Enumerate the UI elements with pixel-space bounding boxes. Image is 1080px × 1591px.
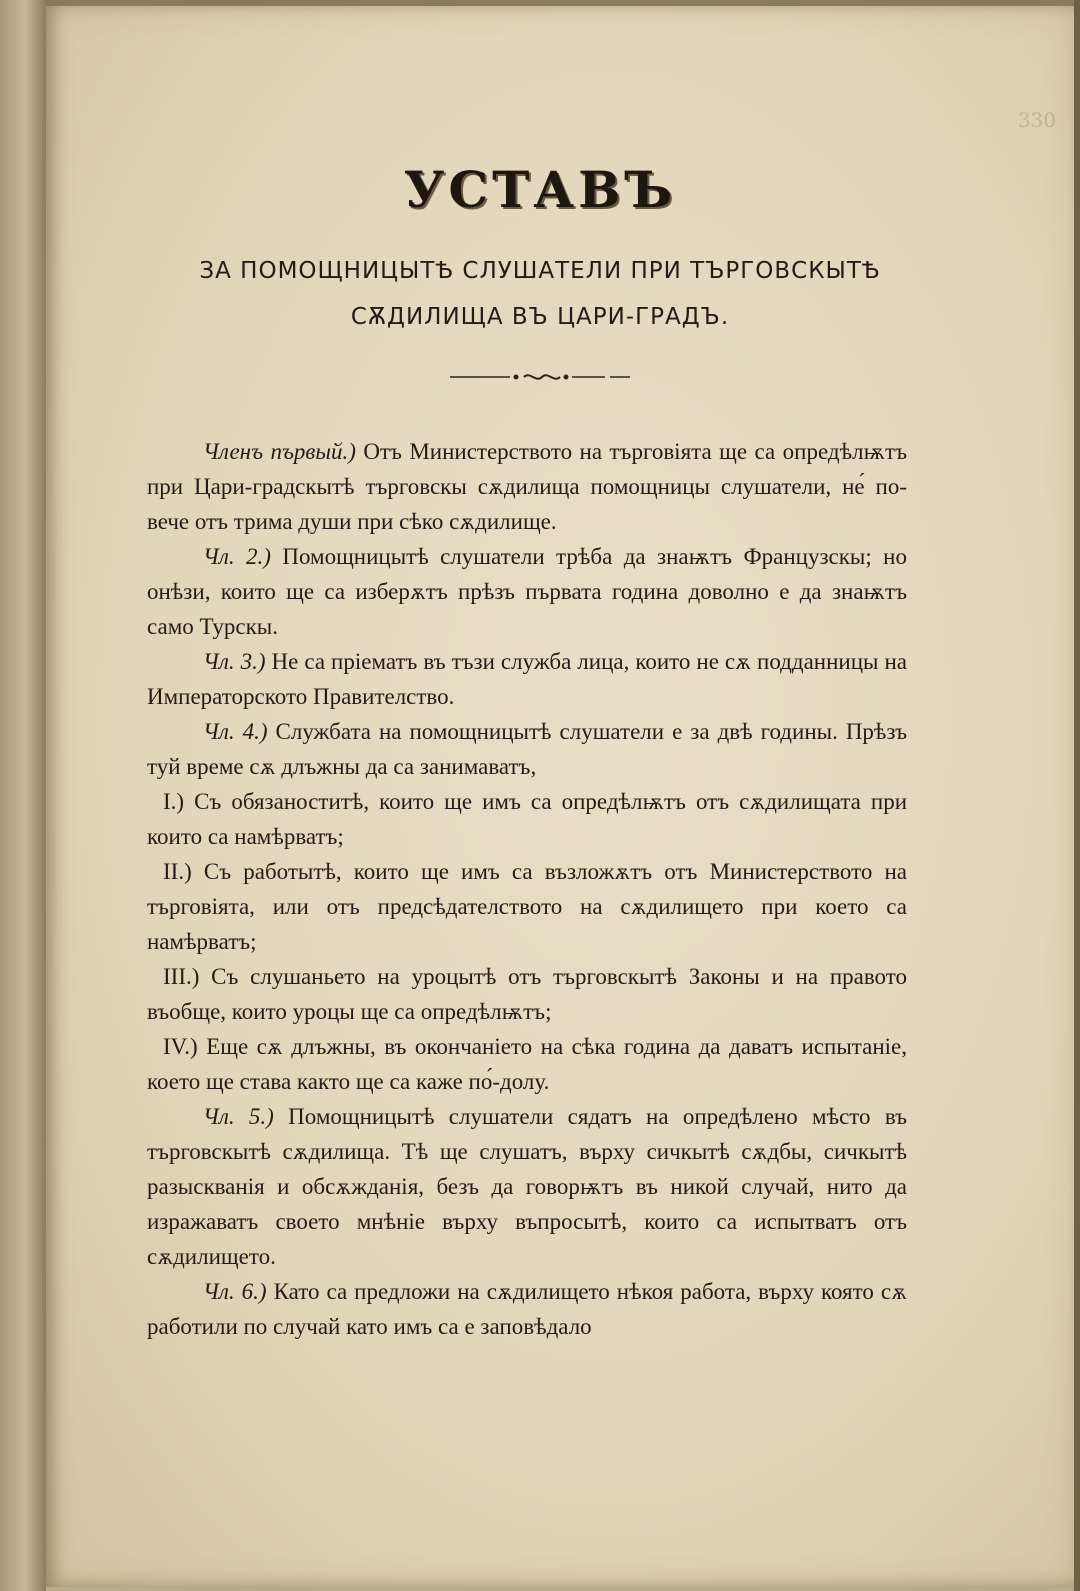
article-label: Чл. 3.) [203,649,266,674]
item-text: Съ слушаньето на уроцытѣ отъ търговскытѣ Законы и на правото въобще, които уроцы ще са опредѣлѭтъ; [147,964,907,1024]
divider-ornament-icon [440,370,640,384]
article-6 [147,1274,907,1344]
list-item [147,784,907,854]
document-title: УСТАВЪ [403,160,677,219]
article-4 [147,714,907,784]
article-label: Чл. 2.) [203,544,271,569]
article-label: Чл. 5.) [203,1104,274,1129]
item-text: Еще сѫ длъжны, въ окончанiето на сѣка година да даватъ испытанiе, което ще става както ще са каже по́-долу. [147,1034,908,1094]
article-text: Не са прiематъ въ тъзи служба лица, които не сѫ подданницы на Императорското Правителство. [147,649,907,709]
page-right-edge [1074,0,1080,1591]
item-label: I.) [163,789,185,814]
item-text: Съ работытѣ, които ще имъ са възложѫтъ отъ Министерството на търговiята, или отъ предсѣдателството на сѫдилището при което са намѣрватъ; [147,859,907,954]
article-label: Чл. 6.) [203,1279,267,1304]
document-subtitle: ЗА ПОМОЩНИЦЫТѢ СЛУШАТЕЛИ ПРИ ТЪРГОВСКЫТѢ СѪДИЛИЩА ВЪ ЦАРИ-ГРАДЪ. [199,258,881,330]
ornamental-divider [0,370,1080,390]
item-label: II.) [163,859,192,884]
article-5 [147,1099,907,1274]
list-item [147,854,907,959]
article-1 [147,434,907,539]
item-text: Съ обязаноститѣ, които ще имъ са опредѣлѭтъ отъ сѫдилищата при които са намѣрватъ; [147,789,907,849]
document-body [147,434,907,1344]
article-text: Помощницытѣ слушатели трѣба да знаѭтъ Французскы; но онѣзи, които ще са изберѫтъ прѣзъ първата година доволно е да знаѭтъ само Турскы. [147,544,907,639]
page-top-edge [46,0,1080,6]
list-item [147,1029,907,1099]
item-label: III.) [163,964,200,989]
article-text: Службата на помощницытѣ слушатели е за двѣ годины. Прѣзъ туй време сѫ длъжны да са занимаватъ, [147,719,907,779]
article-3 [147,644,907,714]
list-item [147,959,907,1029]
book-gutter [0,0,46,1591]
bleed-through-page-number: 330 [1017,108,1056,132]
article-label: Чл. 4.) [203,719,268,744]
article-label: Членъ първый.) [203,439,356,464]
article-text: Като са предложи на сѫдилището нѣкоя работа, върху която сѫ работили по случай като имъ са е заповѣдало [147,1279,907,1339]
article-text: Отъ Министерството на търговiята ще са опредѣлѭтъ при Цари-градскытѣ търговскы сѫдилища помощницы слушатели, не́ по-вече отъ трима души при сѣко сѫдилище. [147,439,907,534]
article-2 [147,539,907,644]
article-text: Помощницытѣ слушатели сядатъ на опредѣлено мѣсто въ търговскытѣ сѫдилища. Тѣ ще слушатъ, върху сичкытѣ сѫдбы, сичкытѣ разыскванiя и обсѫжданiя, безъ да говорѭтъ въ никой случай, нито да изражаватъ своето мнѣнiе върху въпросытѣ, които са испытватъ отъ сѫдилището. [147,1104,908,1269]
item-label: IV.) [163,1034,198,1059]
